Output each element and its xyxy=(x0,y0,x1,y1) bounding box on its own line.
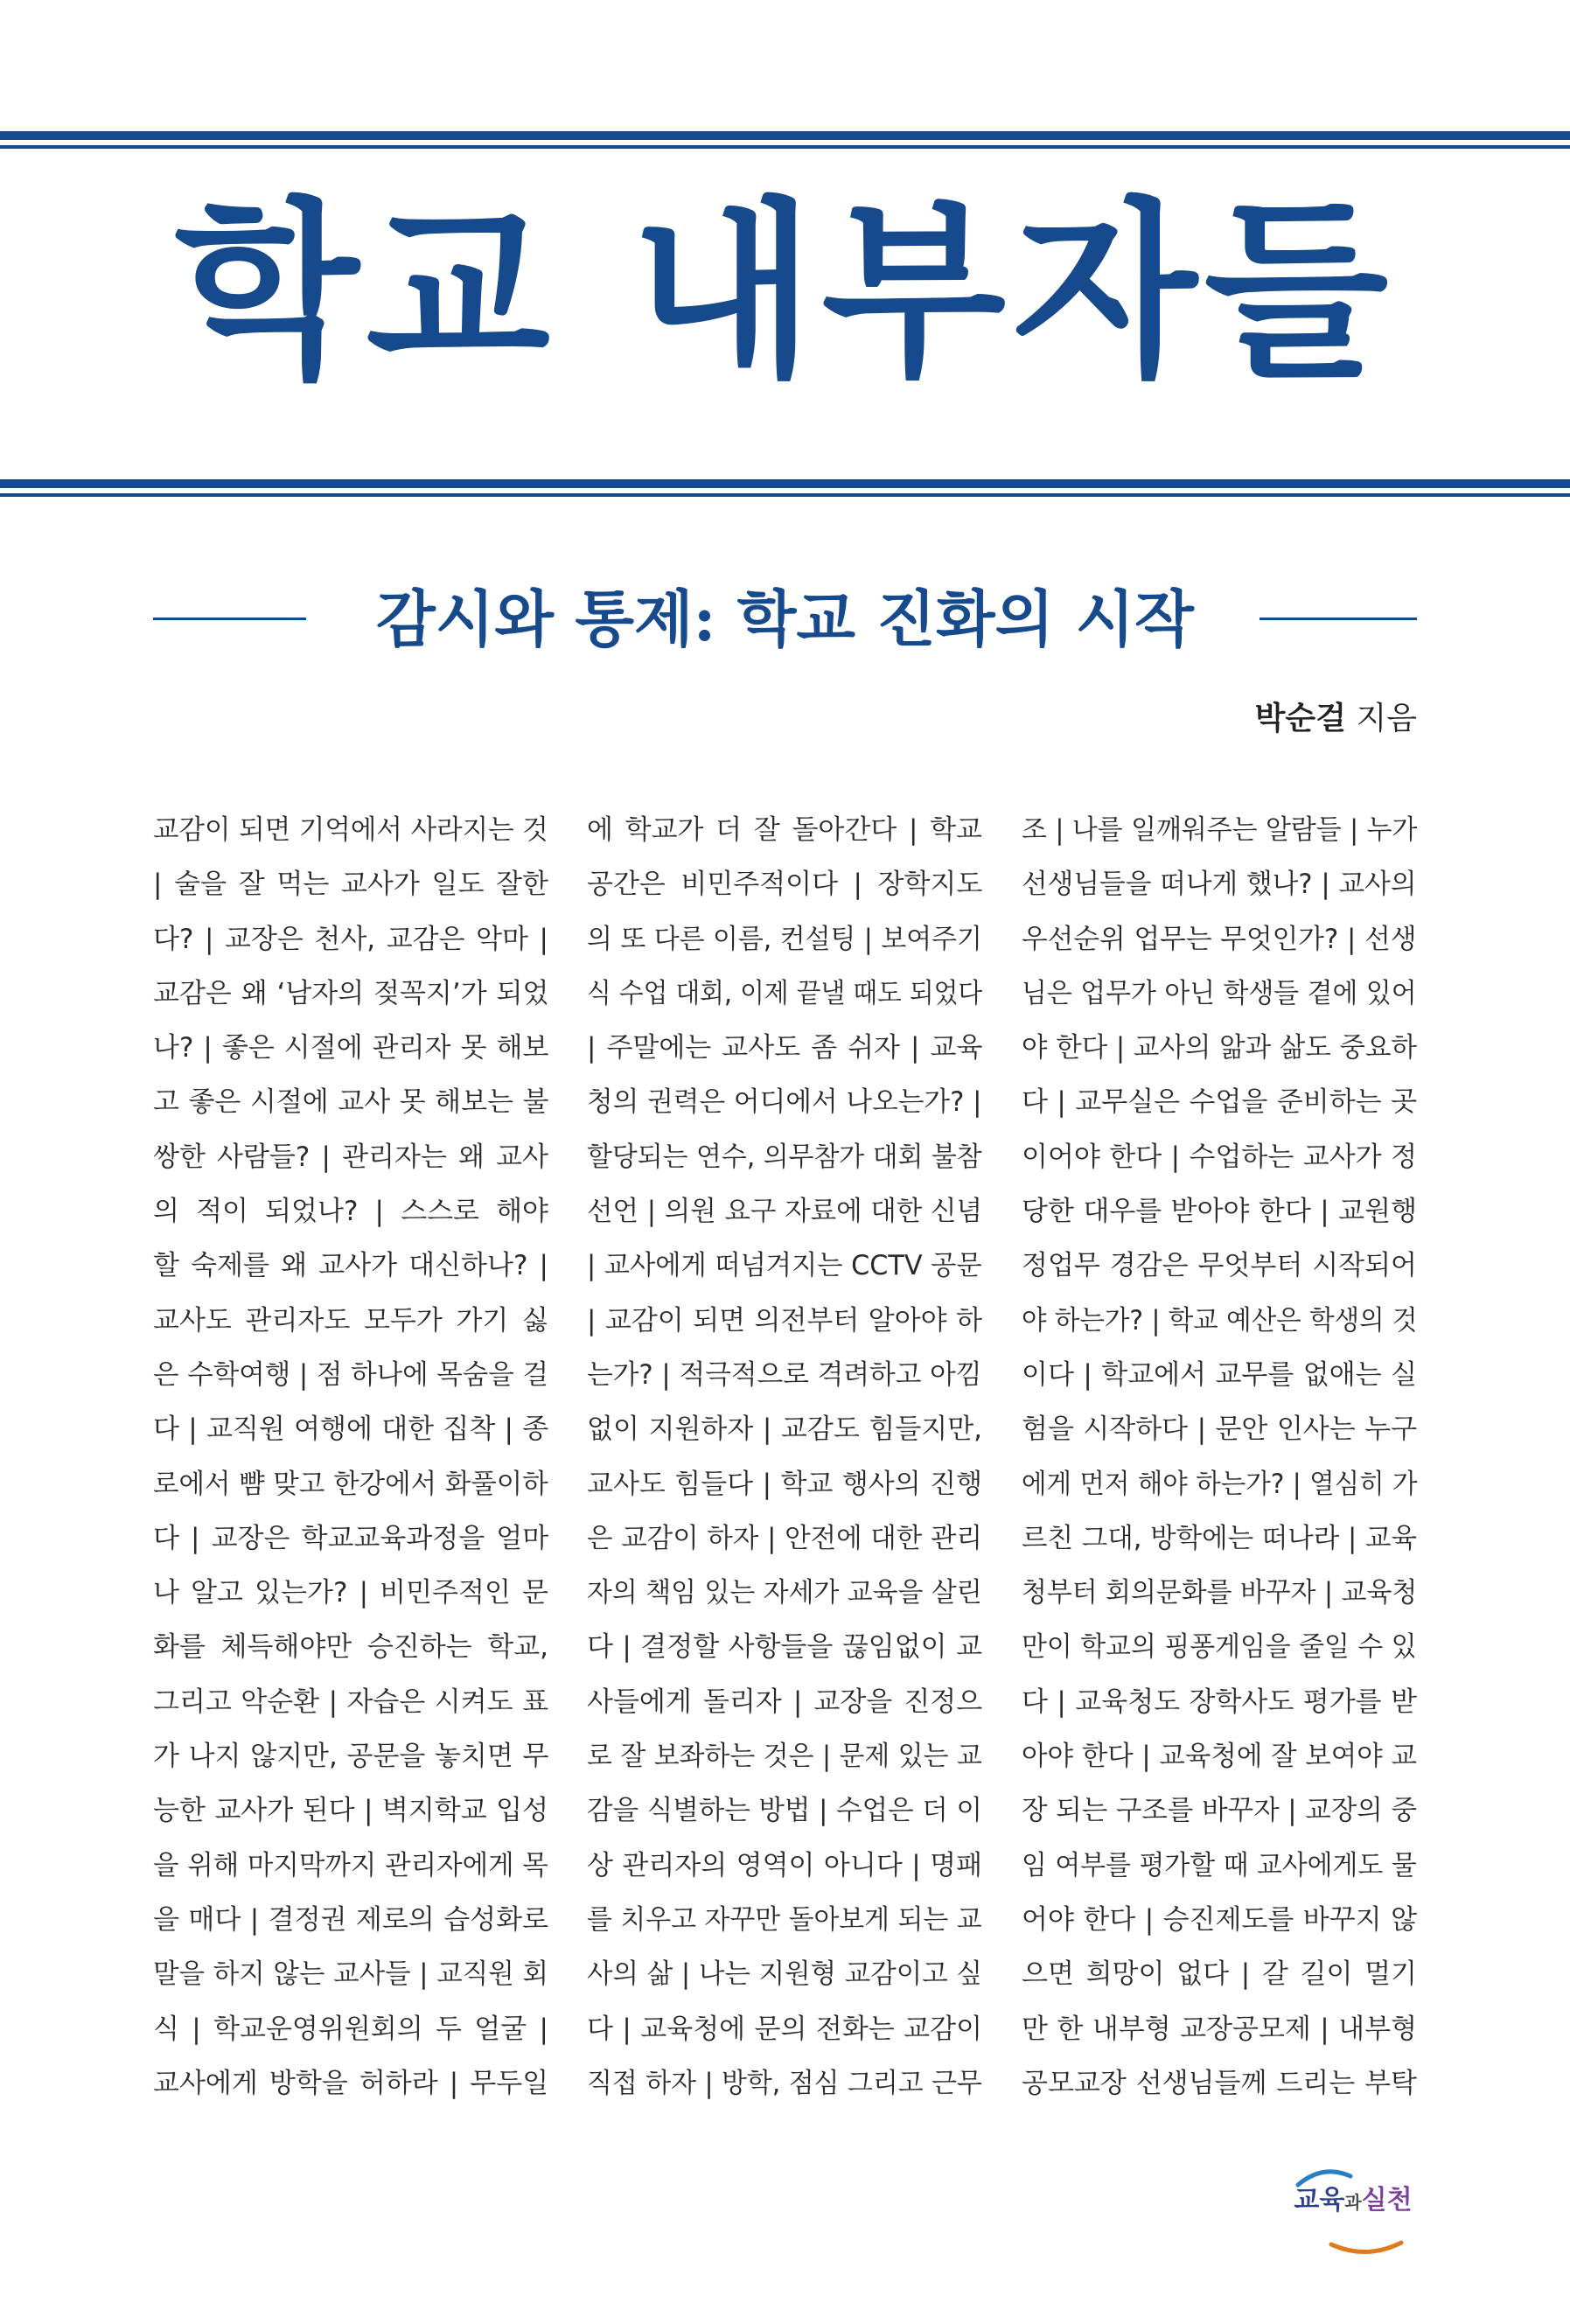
contents-line: 선언 | 의원 요구 자료에 대한 신념 xyxy=(587,1196,982,1228)
contents-line: 고 좋은 시절에 교사 못 해보는 불 xyxy=(153,1086,549,1119)
contents-line: | 교사에게 떠넘겨지는 CCTV 공문 xyxy=(587,1250,982,1282)
contents-line: 야 한다 | 교사의 앎과 삶도 중요하 xyxy=(1022,1032,1417,1064)
contents-line: 님은 업무가 아닌 학생들 곁에 있어 xyxy=(1022,977,1417,1009)
contents-line: 르친 그대, 방학에는 떠나라 | 교육 xyxy=(1022,1522,1417,1554)
contents-line: 말을 하지 않는 교사들 | 교직원 회 xyxy=(153,1958,548,1991)
contents-line: 은 수학여행 | 점 하나에 목숨을 걸 xyxy=(153,1358,548,1391)
contents-line: 를 치우고 자꾸만 돌아보게 되는 교 xyxy=(587,1903,982,1936)
contents-line: 사들에게 돌리자 | 교장을 진정으 xyxy=(587,1685,983,1718)
contents-line: 나? | 좋은 시절에 관리자 못 해보 xyxy=(153,1032,549,1064)
contents-line: 교사도 힘들다 | 학교 행사의 진행 xyxy=(587,1468,983,1500)
contents-line: 험을 시작하다 | 문안 인사는 누구 xyxy=(1022,1413,1418,1446)
contents-line: 의 적이 되었나? | 스스로 해야 xyxy=(153,1196,548,1228)
contents-line: 의 또 다른 이름, 컨설팅 | 보여주기 xyxy=(587,923,982,955)
contents-line: 에게 먼저 해야 하는가? | 열심히 가 xyxy=(1022,1468,1418,1500)
contents-line: 교사도 관리자도 모두가 가기 싫 xyxy=(153,1304,548,1336)
contents-line: 다? | 교장은 천사, 교감은 악마 | xyxy=(153,923,548,955)
publisher-logo xyxy=(1279,2159,1427,2264)
contents-line: 가 나지 않지만, 공문을 놓치면 무 xyxy=(153,1741,549,1773)
contents-line: 에 학교가 더 잘 돌아간다 | 학교 xyxy=(587,814,982,846)
contents-line: 청부터 회의문화를 바꾸자 | 교육청 xyxy=(1022,1577,1418,1609)
contents-line: 교감은 왜 ‘남자의 젖꼭지’가 되었 xyxy=(153,977,549,1009)
contents-column-3 xyxy=(1022,803,1417,2111)
contents-line: 할 숙제를 왜 교사가 대신하나? | xyxy=(153,1250,548,1282)
contents-line: 이어야 한다 | 수업하는 교사가 정 xyxy=(1022,1141,1418,1173)
top-rule-thick xyxy=(0,131,1570,140)
contents-line: 식 수업 대회, 이제 끝낼 때도 되었다 xyxy=(587,977,983,1009)
contents-line: 상 관리자의 영역이 아니다 | 명패 xyxy=(587,1849,983,1881)
contents-line: 으면 희망이 없다 | 갈 길이 멀기 xyxy=(1022,1958,1417,1991)
contents-line: 로 잘 보좌하는 것은 | 문제 있는 교 xyxy=(587,1741,982,1773)
contents-line: 다 | 교장은 학교교육과정을 얼마 xyxy=(153,1522,549,1554)
contents-line: 할당되는 연수, 의무참가 대회 불참 xyxy=(587,1141,982,1173)
contents-line: 선생님들을 떠나게 했나? | 교사의 xyxy=(1022,869,1417,901)
publisher-logo-part2: 과 xyxy=(1344,2192,1362,2213)
contents-line: 은 교감이 하자 | 안전에 대한 관리 xyxy=(587,1522,982,1554)
contents-line: 능한 교사가 된다 | 벽지학교 입성 xyxy=(153,1795,549,1827)
contents-line: 다 | 결정할 사항들을 끊임없이 교 xyxy=(587,1631,983,1664)
contents-line: 로에서 뺨 맞고 한강에서 화풀이하 xyxy=(153,1468,548,1500)
book-title: 학교 내부자들 xyxy=(174,182,1396,403)
contents-line: 자의 책임 있는 자세가 교육을 살린 xyxy=(587,1577,982,1609)
contents-column-1 xyxy=(153,803,548,2111)
contents-line: 이다 | 학교에서 교무를 없애는 실 xyxy=(1022,1358,1418,1391)
contents-line: 아야 한다 | 교육청에 잘 보여야 교 xyxy=(1022,1741,1417,1773)
contents-line: 공모교장 선생님들께 드리는 부탁 xyxy=(1022,2067,1417,2099)
contents-line: 야 하는가? | 학교 예산은 학생의 것 xyxy=(1022,1304,1418,1336)
contents-line: | 교감이 되면 의전부터 알아야 하 xyxy=(587,1304,983,1336)
contents-line: 장 되는 구조를 바꾸자 | 교장의 중 xyxy=(1022,1795,1417,1827)
contents-line: 청의 권력은 어디에서 나오는가? | xyxy=(587,1086,982,1119)
contents-column-2 xyxy=(587,803,982,2111)
title-rule-thin xyxy=(0,493,1570,497)
contents-line: 감을 식별하는 방법 | 수업은 더 이 xyxy=(587,1795,982,1827)
contents-line: 없이 지원하자 | 교감도 힘들지만, xyxy=(587,1413,983,1446)
contents-line: 식 | 학교운영위원회의 두 얼굴 | xyxy=(153,2013,548,2045)
contents-line: 다 | 교직원 여행에 대한 집착 | 종 xyxy=(153,1413,549,1446)
contents-line: 다 | 교무실은 수업을 준비하는 곳 xyxy=(1022,1086,1418,1119)
contents-line: 나 알고 있는가? | 비민주적인 문 xyxy=(153,1577,548,1609)
contents-line: 교감이 되면 기억에서 사라지는 것 xyxy=(153,814,548,846)
contents-line: 직접 하자 | 방학, 점심 그리고 근무 xyxy=(587,2067,982,2099)
contents-line: | 주말에는 교사도 좀 쉬자 | 교육 xyxy=(587,1032,983,1064)
title-rule-thick xyxy=(0,479,1570,488)
contents-line: 어야 한다 | 승진제도를 바꾸지 않 xyxy=(1022,1903,1418,1936)
contents-line: 정업무 경감은 무엇부터 시작되어 xyxy=(1022,1250,1417,1282)
book-subtitle: 감시와 통제: 학교 진화의 시작 xyxy=(376,583,1194,655)
contents-line: 그리고 악순환 | 자습은 시켜도 표 xyxy=(153,1685,549,1718)
contents-line: 우선순위 업무는 무엇인가? | 선생 xyxy=(1022,923,1417,955)
contents-line: 만 한 내부형 교장공모제 | 내부형 xyxy=(1022,2013,1418,2045)
author-credit xyxy=(1255,693,1417,745)
contents-line: 조 | 나를 일깨워주는 알람들 | 누가 xyxy=(1022,814,1418,846)
contents-line: 는가? | 적극적으로 격려하고 아낌 xyxy=(587,1358,982,1391)
top-rule-thin xyxy=(0,145,1570,149)
author-name: 박순걸 xyxy=(1254,701,1346,736)
contents-line: 쌍한 사람들? | 관리자는 왜 교사 xyxy=(153,1141,548,1173)
contents-line: 당한 대우를 받아야 한다 | 교원행 xyxy=(1022,1196,1418,1228)
publisher-logo-part3: 실천 xyxy=(1361,2185,1413,2216)
contents-columns xyxy=(153,803,1417,2115)
contents-line: 임 여부를 평가할 때 교사에게도 물 xyxy=(1022,1849,1417,1881)
contents-line: 사의 삶 | 나는 지원형 교감이고 싶 xyxy=(587,1958,982,1991)
contents-line: 교사에게 방학을 허하라 | 무두일 xyxy=(153,2067,549,2099)
contents-line: 화를 체득해야만 승진하는 학교, xyxy=(153,1631,548,1664)
contents-line: 만이 학교의 핑퐁게임을 줄일 수 있 xyxy=(1022,1631,1417,1664)
contents-line: 공간은 비민주적이다 | 장학지도 xyxy=(587,869,983,901)
contents-line: | 술을 잘 먹는 교사가 일도 잘한 xyxy=(153,869,548,901)
author-role: 지음 xyxy=(1356,701,1417,736)
contents-line: 다 | 교육청에 문의 전화는 교감이 xyxy=(587,2013,983,2045)
contents-line: 을 위해 마지막까지 관리자에게 목 xyxy=(153,1849,548,1881)
contents-line: 을 매다 | 결정권 제로의 습성화로 xyxy=(153,1903,549,1936)
contents-line: 다 | 교육청도 장학사도 평가를 받 xyxy=(1022,1685,1418,1718)
publisher-logo-text xyxy=(1279,2183,1427,2220)
publisher-logo-part1: 교육 xyxy=(1294,2185,1345,2216)
